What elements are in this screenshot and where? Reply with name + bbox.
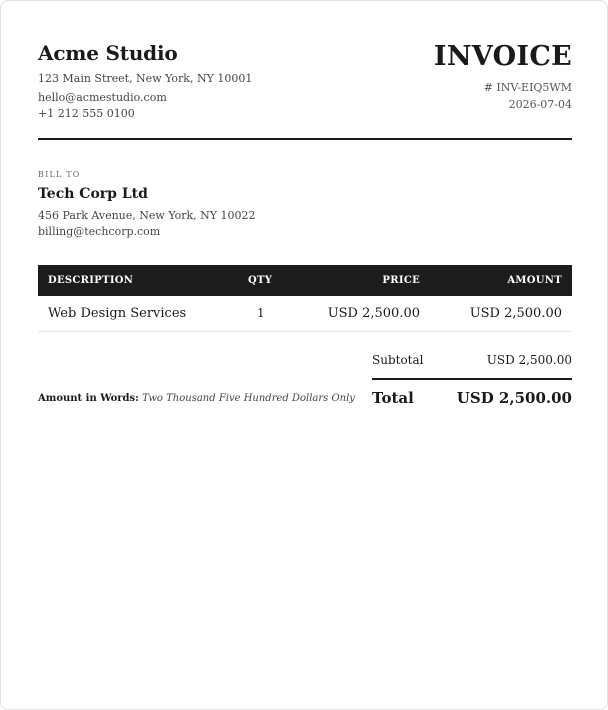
- client-address: 456 Park Avenue, New York, NY 10022: [38, 209, 256, 222]
- amount-in-words-label: Amount in Words:: [38, 393, 139, 404]
- header-amount: AMOUNT: [507, 275, 562, 286]
- table-header: [38, 265, 572, 296]
- header-price: PRICE: [382, 275, 420, 286]
- company-phone: +1 212 555 0100: [38, 107, 135, 120]
- amount-in-words: [38, 393, 355, 404]
- client-name: Tech Corp Ltd: [38, 186, 148, 202]
- amount-in-words-value: Two Thousand Five Hundred Dollars Only: [142, 393, 355, 404]
- invoice-date: 2026-07-04: [508, 98, 572, 111]
- header-qty: QTY: [248, 275, 273, 286]
- subtotal-label: Subtotal: [372, 353, 424, 367]
- client-email: billing@techcorp.com: [38, 225, 161, 238]
- table-row: [38, 296, 572, 332]
- company-email: hello@acmestudio.com: [38, 91, 167, 104]
- total-value: USD 2,500.00: [456, 389, 572, 407]
- invoice-title: INVOICE: [433, 41, 572, 72]
- item-description: Web Design Services: [48, 306, 187, 321]
- bill-to-label: BILL TO: [38, 170, 81, 179]
- company-address: 123 Main Street, New York, NY 10001: [38, 72, 253, 85]
- total-divider: [372, 378, 572, 380]
- header-divider: [38, 138, 572, 140]
- item-amount: USD 2,500.00: [469, 306, 562, 321]
- subtotal-value: USD 2,500.00: [486, 353, 572, 367]
- total-label: Total: [372, 389, 414, 407]
- company-name: Acme Studio: [38, 41, 178, 65]
- invoice-number: # INV-EIQ5WM: [483, 81, 572, 94]
- item-qty: 1: [257, 306, 265, 320]
- line-items-table: [38, 265, 572, 332]
- header-description: DESCRIPTION: [48, 275, 134, 286]
- item-price: USD 2,500.00: [327, 306, 420, 321]
